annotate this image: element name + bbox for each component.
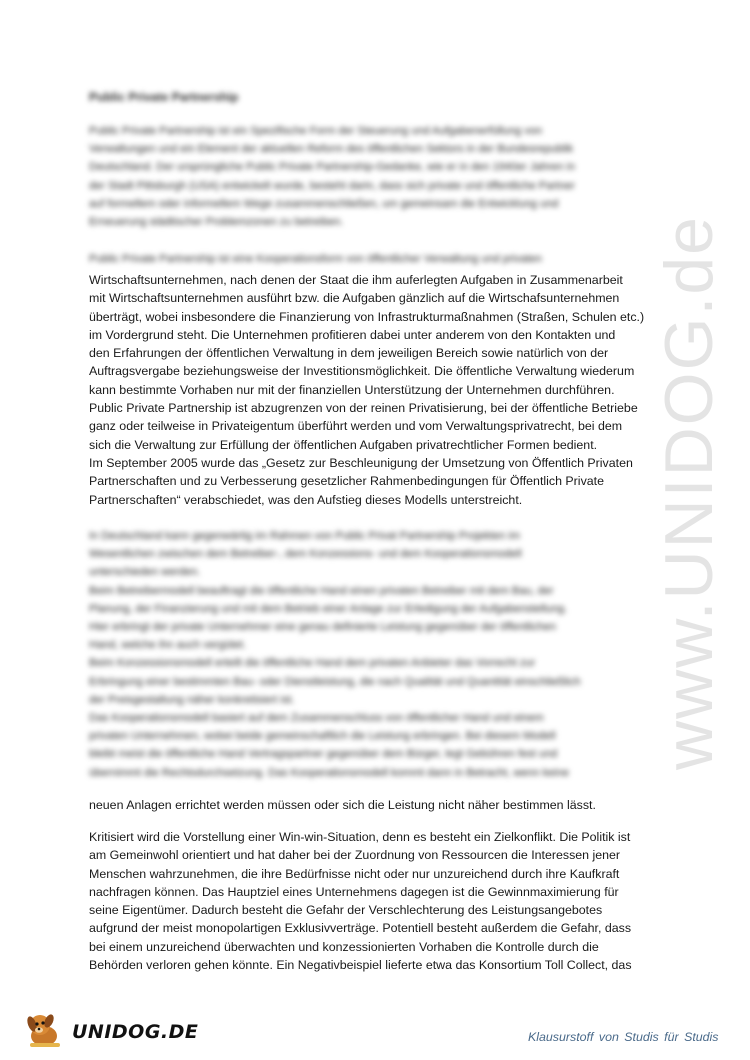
text-line: In Deutschland kann gegenwärtig im Rahmen von Public Privat Partnership Projekten im [89, 530, 521, 542]
text-line: Behörden verloren gehen könnte. Ein Negativbeispiel lieferte etwa das Konsortium Toll Collect, das [89, 958, 632, 973]
text-line: mit Wirtschaftsunternehmen ausführt bzw. die Aufgaben gänzlich auf die Wirtschafsunternehmen [89, 291, 620, 306]
text-line: Hier erbringt der private Unternehmer eine genau definierte Leistung gegenüber der öffentlichen [89, 621, 556, 634]
text-line: bei einem unzureichend überwachten und konzessionierten Vorhaben die Kontrolle durch die [89, 939, 599, 954]
text-line: Das Kooperationsmodell basiert auf dem Zusammenschluss von öffentlicher Hand und einem [89, 712, 544, 725]
text-line: Public Private Partnership ist abzugrenzen von der reinen Privatisierung, bei der öffentliche Betriebe [89, 401, 638, 416]
text-line: überträgt, wobei insbesondere die Finanzierung von Infrastrukturmaßnahmen (Straßen, Schulen etc.) [89, 309, 645, 324]
text-line: bleibt meist die öffentliche Hand Vertragspartner gegenüber dem Bürger, legt Gebühren fest und [89, 748, 558, 761]
paragraph-4 [89, 828, 669, 974]
text-line: Partnerschaften“ verabschiedet, was den Aufstieg dieses Modells unterstreicht. [89, 492, 523, 507]
text-line: Hand, welche ihn auch vergütet. [89, 639, 247, 652]
text-line: der Preisgestaltung näher konkretisiert ist. [89, 693, 295, 706]
text-line: am Gemeinwohl orientiert und hat daher bei der Zuordnung von Ressourcen die Interessen jener [89, 848, 621, 863]
text-line: Auftragsvergabe beziehungsweise der Investitionsmöglichkeit. Die öffentliche Verwaltung wiederum [89, 364, 635, 379]
watermark: www.UNIDOG.de [651, 215, 727, 770]
unidog-logo [22, 1010, 202, 1050]
text-line: auf formellem oder informellem Wege zusammenschließen, um gemeinsam die Entwicklung und [89, 197, 559, 210]
text-line: Menschen wahrzunehmen, die ihre Bedürfnisse nicht oder nur unzureichend durch ihre Kaufkraft [89, 866, 620, 881]
paragraph-3 [89, 527, 669, 782]
text-line: Public Private Partnership ist eine Kooperationsform von öffentlicher Verwaltung und privaten [89, 253, 542, 265]
text-line: neuen Anlagen errichtet werden müssen oder sich die Leistung nicht näher bestimmen lässt. [89, 798, 596, 812]
text-line: übernimmt die Rechtsdurchsetzung. Das Kooperationsmodell kommt dann in Betracht, wenn keine [89, 766, 569, 779]
text-line: aufgrund der meist monopolartigen Exklusivverträge. Potentiell besteht außerdem die Gefahr, dass [89, 921, 632, 936]
text-line: Wirtschaftsunternehmen, nach denen der Staat die ihm auferlegten Aufgaben in Zusammenarbeit [89, 273, 623, 287]
text-line: ganz oder teilweise in Privateigentum überführt werden und vom Verwaltungsprivatrecht, bei dem [89, 419, 623, 434]
text-line: nachfragen können. Das Hauptziel eines Unternehmens dagegen ist die Gewinnmaximierung für [89, 884, 619, 899]
logo-text: UNIDOG.DE [72, 1021, 199, 1043]
text-line: der Stadt Pittsburgh (USA) entwickelt wurde, besteht darin, dass sich private und öffentliche Partner [89, 179, 575, 192]
document-title: Public Private Partnership [89, 90, 239, 104]
text-line: seine Eigentümer. Dadurch besteht die Gefahr der Verschlechterung des Leistungsangebotes [89, 903, 603, 918]
text-line: Kritisiert wird die Vorstellung einer Win-win-Situation, denn es besteht ein Zielkonflikt. Die Politik ist [89, 830, 631, 844]
footer-tagline: Klausurstoff von Studis für Studis [528, 1030, 719, 1044]
text-line: sich die Verwaltung zur Erfüllung der öffentlichen Aufgaben privatrechtlicher Formen bedient. [89, 437, 598, 452]
text-line: unterschieden werden. [89, 566, 201, 579]
text-line: den Erfahrungen der öffentlichen Verwaltung in dem jeweiligen Bereich sowie natürlich von der [89, 346, 609, 361]
text-line: Wesentlichen zwischen dem Betreiber-, dem Konzessions- und dem Kooperationsmodell [89, 548, 522, 561]
text-line: Im September 2005 wurde das „Gesetz zur Beschleunigung der Umsetzung von Öffentlich Privaten [89, 455, 633, 470]
paragraph-1 [89, 122, 669, 231]
paragraph-2 [89, 271, 669, 509]
text-line: Erbringung einer bestimmten Bau- oder Dienstleistung, die nach Qualität und Quantität einschließlich [89, 675, 581, 688]
paragraph-3-end [89, 796, 669, 814]
text-line: Partnerschaften und zu Verbesserung gesetzlicher Rahmenbedingungen für Öffentlich Private [89, 474, 604, 489]
text-line: Public Private Partnership ist ein Spezifische Form der Steuerung und Aufgabenerfüllung von [89, 125, 543, 137]
text-line: Beim Konzessionsmodell erteilt die öffentliche Hand dem privaten Anbieter das Vorrecht zur [89, 657, 536, 670]
text-line: kann bestimmte Vorhaben nur mit der finanziellen Unterstützung der Unternehmen durchführen. [89, 382, 615, 397]
text-line: privaten Unternehmen, wobei beide gemeinschaftlich die Leistung erbringen. Bei diesem Modell [89, 730, 556, 743]
text-line: Beim Betreibermodell beauftragt die öffentliche Hand einen privaten Betreiber mit dem Bau, der [89, 584, 554, 597]
paragraph-2-intro [89, 250, 669, 268]
text-line: Deutschland. Der ursprüngliche Public Private Partnership-Gedanke, wie er in den 1940er Jahren in [89, 161, 576, 174]
text-line: Erneuerung städtischer Problemzonen zu betreiben. [89, 216, 344, 229]
text-line: Verwaltungen und ein Element der aktuellen Reform des öffentlichen Sektors in der Bundesrepublik [89, 143, 574, 156]
text-line: Planung, der Finanzierung und mit dem Betrieb einer Anlage zur Erledigung der Aufgabenstellung. [89, 602, 568, 615]
text-line: im Vordergrund steht. Die Unternehmen profitieren dabei unter anderem von den Kontakten und [89, 327, 616, 342]
dog-mascot-icon [22, 1010, 68, 1050]
